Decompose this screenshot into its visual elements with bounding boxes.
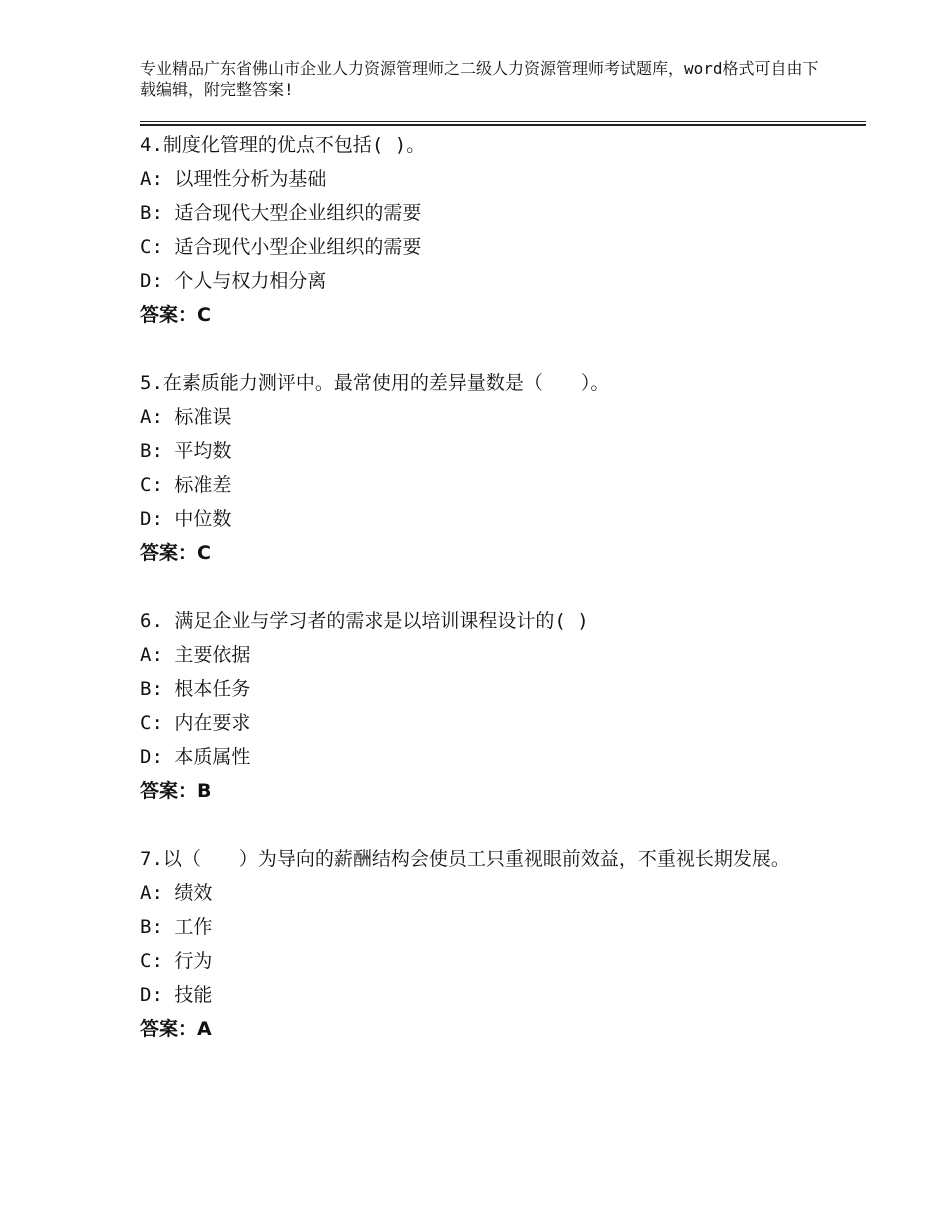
question-title: 4.制度化管理的优点不包括( )。 <box>140 134 426 156</box>
option-b: B: 工作 <box>140 916 213 938</box>
question-title: 6. 满足企业与学习者的需求是以培训课程设计的( ) <box>140 610 589 632</box>
answer: 答案：C <box>140 542 211 564</box>
option-c: C: 标准差 <box>140 474 232 496</box>
option-b: B: 平均数 <box>140 440 232 462</box>
option-a: A: 绩效 <box>140 882 213 904</box>
answer: 答案：A <box>140 1018 212 1040</box>
option-c: C: 行为 <box>140 950 213 972</box>
header-rule-thin <box>140 121 866 122</box>
question-title: 7.以（ ）为导向的薪酬结构会使员工只重视眼前效益，不重视长期发展。 <box>140 848 790 870</box>
answer: 答案：C <box>140 304 211 326</box>
document-header: 专业精品广东省佛山市企业人力资源管理师之二级人力资源管理师考试题库，word格式可自由下载编辑，附完整答案! <box>140 59 819 99</box>
option-c: C: 适合现代小型企业组织的需要 <box>140 236 422 258</box>
question-6 <box>140 604 820 808</box>
option-b: B: 根本任务 <box>140 678 251 700</box>
option-a: A: 以理性分析为基础 <box>140 168 327 190</box>
question-list <box>140 128 820 1080</box>
option-c: C: 内在要求 <box>140 712 251 734</box>
option-a: A: 主要依据 <box>140 644 251 666</box>
option-a: A: 标准误 <box>140 406 232 428</box>
option-d: D: 技能 <box>140 984 213 1006</box>
answer: 答案：B <box>140 780 212 802</box>
header-rule-thick <box>140 124 866 126</box>
option-d: D: 本质属性 <box>140 746 251 768</box>
question-title: 5.在素质能力测评中。最常使用的差异量数是（ ）。 <box>140 372 610 394</box>
question-7 <box>140 842 820 1046</box>
question-5 <box>140 366 820 570</box>
option-d: D: 个人与权力相分离 <box>140 270 327 292</box>
option-d: D: 中位数 <box>140 508 232 530</box>
option-b: B: 适合现代大型企业组织的需要 <box>140 202 422 224</box>
question-4 <box>140 128 820 332</box>
